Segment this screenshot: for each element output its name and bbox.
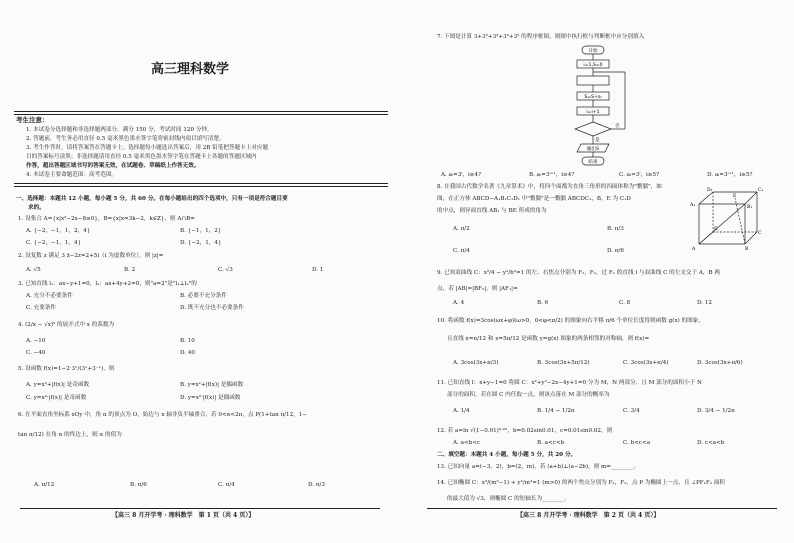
notice-line-5: 作答，超出答题区域书写的答案无效，在试题卷、草稿纸上作答无效。 [26,163,200,169]
q3-option-a: A. 充分不必要条件 [26,293,73,299]
q9-stem-cont: 点，若 |AB|=|BF₂|，则 |AF₁|= [437,286,518,292]
q5-option-c: C. y=x²·|f(x)| 是奇函数 [26,395,87,401]
q4-option-d: D. 40 [180,350,195,356]
q7-option-a: A. aᵢ=3ⁱ，i≥4? [441,172,482,178]
q8-stem: 8. 在我国古代数学名著《九章算术》中，将四个面都为直角三角形的四面体称为"鳖臑"，如 [437,184,662,190]
q2-stem: 2. 设复数 z 满足 3 z̄−2z=2+5i（i 为虚数单位），则 |z|= [18,253,164,259]
q2-option-b: B. 2 [124,267,136,273]
q4-stem: 4. (2/x − √x)⁶ 的展开式中 x 的系数为 [18,322,115,328]
q13-stem: 13. 已知向量 a=(−3，2)，b=(2，m)，若 (a+b)⊥(a−2b)，则 m=________。 [437,464,639,470]
notice-top-rule [14,111,388,115]
flow-output-label: 输出S [586,147,600,152]
q9-option-b: B. 6 [537,300,549,306]
q4-option-a: A. −10 [26,338,46,344]
q6-option-a: A. π/12 [34,482,55,488]
q1-option-a: A. {−2，−1，1，2，4} [26,228,91,234]
q1-option-d: D. {−2，1，4} [180,240,222,246]
cube-label-d1: D₁ [707,188,713,193]
section-1-heading: 一、选择题：本题共 12 小题，每小题 5 分，共 60 分。在每小题给出的四个选项中，只有一项是符合题目要 [16,196,288,202]
q7-option-c: C. aᵢ=3ⁱ，i≥5? [619,172,660,178]
cube-label-a: A [692,247,696,252]
flow-yes-label: 是 [595,138,600,143]
q8-option-a: A. π/2 [453,226,470,232]
q1-stem: 1. 设集合 A={x|x²−2x−8≤0}，B={x|x=3k−2，k∈Z}，则 A∩B= [18,216,195,222]
q10-option-c: C. 3cos(3x+π/4) [623,360,669,366]
q7-stem: 7. 下图是计算 3+3²+3³+3⁴+3⁵ 的程序框图，则图中执行框与判断框中应分别填入 [437,34,645,40]
q5-option-b: B. y=x²+|f(x)| 是偶函数 [180,382,244,388]
q11-option-d: D. 3/4 − 1/2π [697,408,735,414]
notice-line-6: 4. 本试卷主要命题范围：高考范围。 [26,172,118,178]
q6-stem: 6. 在平面直角坐标系 xOy 中，角 α 的顶点为 O，始边与 x 轴非负半轴重合，若 0<α<2π，点 P(1+tan π/12，1− [18,412,307,418]
q1-option-c: C. {−2，−1，1，4} [26,240,82,246]
flow-end-label: 结束 [588,160,598,165]
q11-option-a: A. 1/4 [453,408,470,414]
footer-rule-2 [427,508,777,509]
notice-bottom-rule [14,183,388,187]
q12-option-b: B. a<c<b [537,440,565,446]
q9-stem: 9. 已知双曲线 C：x²/4 − y²/b²=1 的左、右焦点分别为 F₁，F₂，过 F₁ 的直线 l 与双曲线 C 的左支交于 A，B 两 [437,270,720,276]
flow-sum-label: S=S+aᵢ [584,95,602,100]
q10-stem-cont: 且直线 x=π/12 和 x=5π/12 是函数 y=g(x) 图象的两条相邻的对称轴，则 f(x)= [447,336,650,342]
cube-label-b: B [745,247,749,252]
q2-option-d: D. 1 [312,267,324,273]
q5-option-d: D. y=x²·|f(x)| 是偶函数 [180,395,241,401]
footer-rule-1 [20,508,380,509]
flow-inc-label: i=i+1 [586,110,600,115]
q3-option-d: D. 既不充分也不必要条件 [180,305,244,311]
q10-option-b: B. 3cos(3x+5π/12) [537,360,590,366]
notice-line-4: 目的答案标号涂黑；非选择题请用直径 0.5 毫米黑色墨水签字笔在答题卡上各题的答题区域内 [26,154,257,160]
q2-option-a: A. √5 [26,267,41,273]
q12-option-d: D. c<a<b [697,440,725,446]
section-2-heading: 二、填空题：本题共 4 小题，每小题 5 分，共 20 分。 [437,452,577,458]
q11-option-c: C. 3/4 [623,408,640,414]
q8-option-c: C. π/4 [453,248,470,254]
q11-stem-cont: 部分的面积，若在圆 C 内任取一点，则该点落在 M 部分的概率为 [447,392,610,398]
q7-option-d: D. aᵢ=3ⁱ⁺¹，i≥5? [707,172,753,178]
notice-heading: 考生注意： [16,116,49,124]
q4-option-c: C. −40 [26,350,46,356]
section-1-heading-cont: 求的。 [28,205,45,211]
q6-option-c: C. π/4 [218,482,235,488]
q8-stem-cont2: 的中点，则异面直线 AB₁ 与 BE 所成的角为 [437,208,547,214]
cube-label-a1: A₁ [690,203,696,208]
q4-option-b: B. 10 [180,338,195,344]
cube-label-e: E [733,194,737,199]
q10-option-d: D. 3cos(3x+π/6) [697,360,743,366]
flow-start-label: 开始 [588,49,598,54]
q3-option-c: C. 充要条件 [26,305,57,311]
exam-page-2 [397,0,794,543]
q3-stem: 3. 已知直线 l₁：ax−y+1=0，l₂：ax+4y+2=0，则"a=2"是"l₁⊥l₂"的 [18,281,197,287]
flow-init-label: i=1,S=0 [583,63,603,68]
page-footer-1: 【高三 8 月开学考 · 理科数学 第 1 页（共 4 页）】 [112,512,255,519]
q7-option-b: B. aᵢ=3ⁱ⁺¹，i≥4? [529,172,575,178]
q5-stem: 5. 设函数 f(x)=1−2·3ˣ/(3ˣ+3⁻ˣ)，则 [18,366,115,372]
q1-option-b: B. {−1，1，2} [180,228,222,234]
q11-option-b: B. 1/4 − 1/2π [537,408,575,414]
flow-judge-diamond [575,122,611,136]
q8-option-b: B. π/3 [607,226,624,232]
q7-flowchart [567,44,639,170]
cube-label-c: C [758,231,762,236]
q12-stem: 12. 若 a=ln √(1−0.01)⁰·⁰²，b=0.02sin0.01，c=0.01sin0.02，则 [437,428,613,434]
q9-option-c: C. 8 [619,300,631,306]
q12-option-c: C. b<c<a [623,440,651,446]
q14-stem-cont: 的最大值为 √3，则椭圆 C 的短轴长为________。 [447,496,571,502]
q10-stem: 10. 将函数 f(x)=3cos(ωx+φ)(ω>0，0<φ<π/2) 的图象向右平移 π/6 个单位长度得到函数 g(x) 的图象， [437,318,704,324]
q6-option-d: D. π/3 [308,482,325,488]
notice-line-1: 1. 本试卷分选择题和非选择题两部分。满分 150 分，考试时间 120 分钟。 [26,127,213,133]
exam-title: 高三理科数学 [151,62,230,77]
q5-option-a: A. y=x²+|f(x)| 是奇函数 [26,382,90,388]
q8-stem-cont: 图，在正方体 ABCD−A₁B₁C₁D₁ 中"鳖臑"是一鳖臑 ABCDC₁，B，E 为 C₁D [437,196,631,202]
q6-stem-cont: tan π/12) 在角 α 的终边上，则 α 的值为 [18,432,122,438]
notice-line-3: 3. 考生作答时，请将答案答在答题卡上。选择题每小题选出答案后，用 2B 铅笔把答题卡上对应题 [26,145,269,151]
cube-label-b1: B₁ [747,205,753,210]
q8-cube-figure [687,186,765,252]
q9-option-a: A. 4 [453,300,465,306]
cube-label-c1: C₁ [758,188,764,193]
q9-option-d: D. 12 [697,300,712,306]
flow-exec-box [577,76,609,85]
q14-stem: 14. 已知椭圆 C：x²/(m²−1) + y²/m²=1 (m>0) 的两个焦点分别为 F₁，F₂，点 P 为椭圆上一点，且 ∠PF₁F₂ 面积 [437,480,726,486]
q11-stem: 11. 已知直线 l：x+y−1=0 将圆 C：x²+y²−2x−4y+1=0 分为 M，N 两部分，且 M 部分的面积小于 N [437,380,702,386]
q12-option-a: A. a<b<c [453,440,481,446]
cube-label-d: D [714,227,718,232]
q10-option-a: A. 3cos(3x+π/3) [453,360,499,366]
q6-option-b: B. π/6 [130,482,147,488]
page-footer-2: 【高三 8 月开学考 · 理科数学 第 2 页（共 4 页）】 [517,512,660,519]
q2-option-c: C. √3 [218,267,233,273]
q8-option-d: D. π/6 [607,248,624,254]
q3-option-b: B. 必要不充分条件 [180,293,227,299]
flow-no-label: 否 [615,124,620,129]
notice-line-2: 2. 答题前，考生务必用直径 0.5 毫米黑色墨水签字笔将密封线内项目填写清楚。 [26,136,225,142]
